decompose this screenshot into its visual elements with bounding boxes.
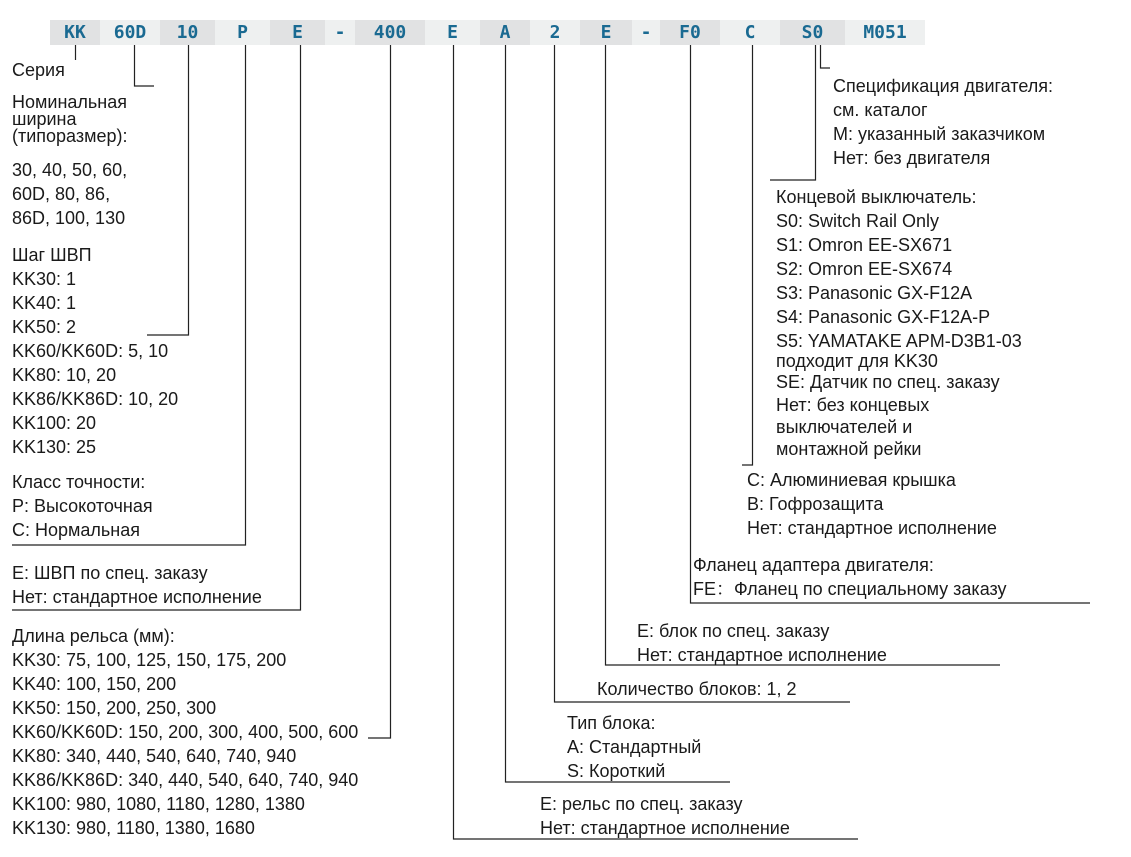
pitch-line: KK40: 1 (12, 293, 77, 313)
accuracy-line: C: Нормальная (12, 520, 140, 540)
block-type-line: S: Короткий (567, 761, 666, 781)
block-option-line: Нет: стандартное исполнение (637, 645, 887, 665)
code-segment-pitch: 10 (160, 20, 215, 45)
width-value-line: 86D, 100, 130 (12, 208, 126, 228)
block-option-line: E: блок по спец. заказу (637, 621, 830, 641)
rail-length-line: KK130: 980, 1180, 1380, 1680 (12, 818, 255, 838)
motor-line: M: указанный заказчиком (833, 124, 1046, 144)
accuracy-block (12, 470, 153, 542)
pitch-title: Шаг ШВП (12, 245, 92, 265)
code-segment-rail-length: 400 (355, 20, 425, 45)
code-segment-rail-option: E (425, 20, 480, 45)
rail-length-line: KK40: 100, 150, 200 (12, 674, 177, 694)
limit-switch-line: S0: Switch Rail Only (776, 211, 940, 231)
cover-line: Нет: стандартное исполнение (747, 518, 997, 538)
rail-length-block (12, 624, 358, 840)
limit-switch-line: S5: YAMATAKE APM-D3B1-03 (776, 331, 1022, 351)
accuracy-line: P: Высокоточная (12, 496, 153, 516)
flange-title: Фланец адаптера двигателя: (693, 555, 934, 575)
limit-switch-line: SE: Датчик по спец. заказу (776, 372, 1000, 392)
flange-block (693, 553, 1007, 601)
accuracy-title: Класс точности: (12, 472, 146, 492)
width-block (12, 94, 128, 145)
width-value-line: 60D, 80, 86, (12, 184, 111, 204)
code-segment-separator-2: - (632, 20, 660, 45)
code-segment-series: KK (50, 20, 100, 45)
rail-length-line: KK80: 340, 440, 540, 640, 740, 940 (12, 746, 297, 766)
width-title-line: (типоразмер): (12, 126, 128, 146)
code-segment-separator: - (325, 20, 355, 45)
flange-line: FE：Фланец по специальному заказу (693, 579, 1007, 599)
pitch-line: KK86/KK86D: 10, 20 (12, 389, 179, 409)
ballscrew-line: Нет: стандартное исполнение (12, 587, 262, 607)
limit-switch-block (776, 185, 1022, 460)
rail-length-line: KK60/KK60D: 150, 200, 300, 400, 500, 600 (12, 722, 359, 742)
cover-line: B: Гофрозащита (747, 494, 884, 514)
limit-switch-none-line: монтажной рейки (776, 439, 922, 459)
limit-switch-line: S3: Panasonic GX-F12A (776, 283, 973, 303)
pitch-line: KK130: 25 (12, 437, 97, 457)
limit-switch-line: S4: Panasonic GX-F12A-P (776, 307, 991, 327)
ballscrew-line: E: ШВП по спец. заказу (12, 563, 208, 583)
block-type-line: A: Стандартный (567, 737, 702, 757)
block-count-label: Количество блоков: 1, 2 (597, 679, 797, 699)
block-type-title: Тип блока: (567, 713, 656, 733)
rail-option-line: Нет: стандартное исполнение (540, 818, 790, 838)
limit-switch-line: S2: Omron EE-SX674 (776, 259, 953, 279)
code-segment-accuracy: P (215, 20, 270, 45)
cover-line: C: Алюминиевая крышка (747, 470, 956, 490)
rail-length-line: KK100: 980, 1080, 1180, 1280, 1380 (12, 794, 305, 814)
width-title-line: Номинальная (12, 92, 127, 112)
pitch-line: KK80: 10, 20 (12, 365, 117, 385)
motor-line: см. каталог (833, 100, 928, 120)
block-type-block (567, 711, 701, 783)
limit-switch-line: подходит для KK30 (776, 351, 938, 371)
ballscrew-block (12, 561, 262, 609)
rail-length-line: KK50: 150, 200, 250, 300 (12, 698, 217, 718)
code-segment-width: 60D (100, 20, 160, 45)
code-segment-ballscrew: E (270, 20, 325, 45)
width-title-line: ширина (12, 109, 77, 129)
width-value-line: 30, 40, 50, 60, (12, 160, 128, 180)
code-segment-block-count: 2 (530, 20, 580, 45)
limit-switch-title: Концевой выключатель: (776, 187, 977, 207)
pitch-block (12, 243, 178, 459)
code-segment-motor: M051 (845, 20, 925, 45)
series-label: Серия (12, 60, 65, 80)
code-segment-block-type: A (480, 20, 530, 45)
block-option-block (637, 619, 887, 667)
motor-title: Спецификация двигателя: (833, 76, 1053, 96)
limit-switch-none-line: Нет: без концевых (776, 395, 930, 415)
code-segment-cover: C (720, 20, 780, 45)
width-values (12, 158, 127, 230)
pitch-line: KK30: 1 (12, 269, 77, 289)
pitch-line: KK100: 20 (12, 413, 97, 433)
pitch-line: KK60/KK60D: 5, 10 (12, 341, 169, 361)
limit-switch-none-line: выключателей и (776, 417, 913, 437)
rail-option-line: E: рельс по спец. заказу (540, 794, 743, 814)
motor-block (833, 74, 1053, 170)
cover-block (747, 468, 997, 540)
code-segment-flange: F0 (660, 20, 720, 45)
rail-option-block (540, 792, 790, 840)
code-segment-block-option: E (580, 20, 632, 45)
pitch-line: KK50: 2 (12, 317, 77, 337)
motor-line: Нет: без двигателя (833, 148, 991, 168)
rail-length-title: Длина рельса (мм): (12, 626, 175, 646)
limit-switch-line: S1: Omron EE-SX671 (776, 235, 953, 255)
rail-length-line: KK30: 75, 100, 125, 150, 175, 200 (12, 650, 287, 670)
rail-length-line: KK86/KK86D: 340, 440, 540, 640, 740, 940 (12, 770, 359, 790)
code-segment-limit-switch: S0 (780, 20, 845, 45)
